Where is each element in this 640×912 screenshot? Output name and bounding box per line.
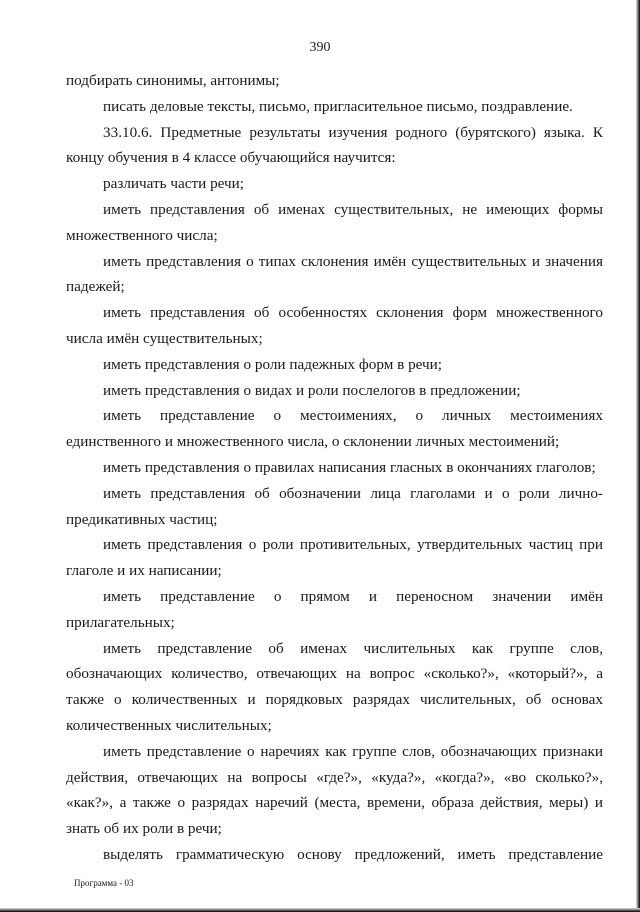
paragraph: иметь представления о видах и роли послелогов в предложении; bbox=[103, 381, 521, 399]
paragraph: выделять грамматическую основу предложений, иметь представление bbox=[103, 845, 603, 863]
paragraph: иметь представления об обозначении лица глаголами и о роли лично-предикативных частиц; bbox=[66, 484, 603, 528]
paragraph: иметь представление об именах числительных как группе слов, обозначающих количество, отвечающих на вопрос «сколько?», «который?», а также о количественных и порядковых разрядах числительных, об основах количественных числительных; bbox=[66, 639, 603, 734]
paragraph: различать части речи; bbox=[103, 175, 245, 193]
paragraph: иметь представления о роли падежных форм в речи; bbox=[103, 355, 443, 373]
scan-border-bottom bbox=[0, 908, 640, 912]
paragraph: иметь представление о прямом и переносном значении имён прилагательных; bbox=[66, 587, 603, 631]
scan-border-right bbox=[636, 0, 640, 912]
page-footer: Программа - 03 bbox=[74, 878, 134, 888]
page-number: 390 bbox=[309, 40, 331, 55]
paragraph: подбирать синонимы, антонимы; bbox=[66, 72, 280, 89]
paragraph: иметь представления о роли противительных, утвердительных частиц при глаголе и их написании; bbox=[66, 536, 603, 580]
paragraph: иметь представление о местоимениях, о личных местоимениях единственного и множественного числа, о склонении личных местоимений; bbox=[66, 407, 603, 451]
paragraph: иметь представления о типах склонения имён существительных и значения падежей; bbox=[66, 252, 603, 296]
section-heading-paragraph: 33.10.6. Предметные результаты изучения родного (бурятского) языка. К концу обучения в 4 классе обучающийся научится: bbox=[66, 123, 603, 167]
paragraph: иметь представление о наречиях как группе слов, обозначающих признаки действия, отвечающих на вопросы «где?», «куда?», «когда?», «во сколько?», «как?», а также о разрядах наречий (места, времени, образа действия, меры) и знать об их роли в речи; bbox=[66, 742, 603, 838]
paragraph: писать деловые тексты, письмо, пригласительное письмо, поздравление. bbox=[103, 97, 573, 115]
paragraph: иметь представления о правилах написания гласных в окончаниях глаголов; bbox=[103, 458, 596, 476]
document-body bbox=[66, 68, 603, 868]
paragraph: иметь представления об именах существительных, не имеющих формы множественного числа; bbox=[66, 200, 603, 244]
paragraph: иметь представления об особенностях склонения форм множественного числа имён существительных; bbox=[66, 304, 603, 347]
